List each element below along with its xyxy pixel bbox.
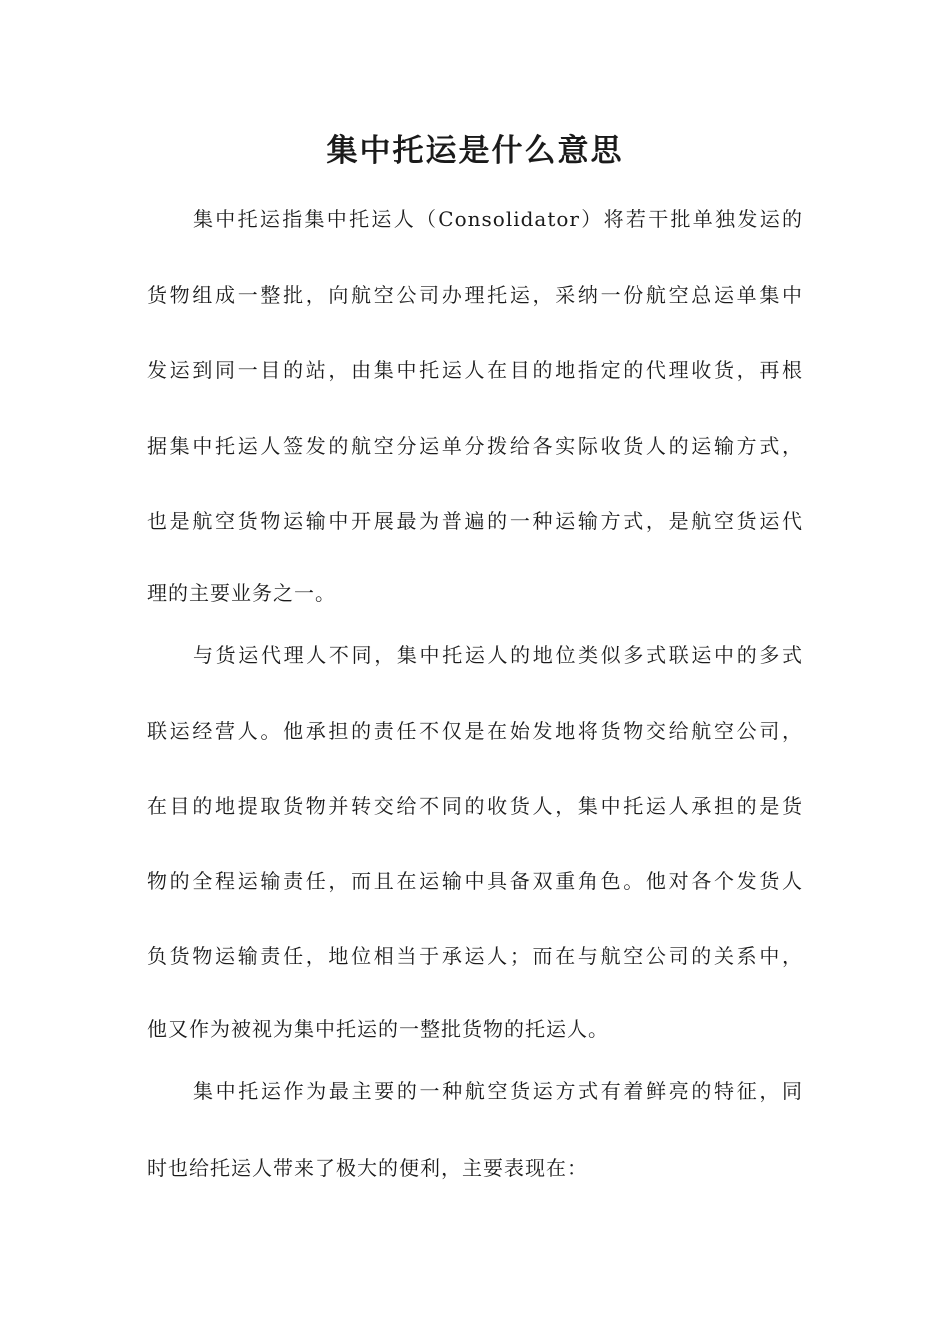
paragraph-2-line-1: 与货运代理人不同，集中托运人的地位类似多式联运中的多式 [193,643,803,667]
paragraph-1-line-6: 理的主要业务之一。 [147,581,336,605]
paragraph-3-line-1: 集中托运作为最主要的一种航空货运方式有着鲜亮的特征，同 [193,1079,803,1103]
paragraph-3-line-2: 时也给托运人带来了极大的便利，主要表现在： [147,1156,588,1180]
paragraph-1-line-2: 货物组成一整批，向航空公司办理托运，采纳一份航空总运单集中 [147,283,803,307]
paragraph-2-line-6: 他又作为被视为集中托运的一整批货物的托运人。 [147,1017,609,1041]
paragraph-2-line-5: 负货物运输责任，地位相当于承运人；而在与航空公司的关系中， [147,944,803,968]
paragraph-1-line-5: 也是航空货物运输中开展最为普遍的一种运输方式，是航空货运代 [147,509,803,533]
paragraph-1-line-4: 据集中托运人签发的航空分运单分拨给各实际收货人的运输方式， [147,434,803,458]
paragraph-1-line-3: 发运到同一目的站，由集中托运人在目的地指定的代理收货，再根 [147,358,803,382]
document-title: 集中托运是什么意思 [326,133,624,169]
paragraph-1-line-1: 集中托运指集中托运人（Consolidator）将若干批单独发运的 [193,207,803,231]
paragraph-2-line-2: 联运经营人。他承担的责任不仅是在始发地将货物交给航空公司， [147,719,803,743]
paragraph-2-line-3: 在目的地提取货物并转交给不同的收货人，集中托运人承担的是货 [147,794,803,818]
paragraph-2-line-4: 物的全程运输责任，而且在运输中具备双重角色。他对各个发货人 [147,869,803,893]
